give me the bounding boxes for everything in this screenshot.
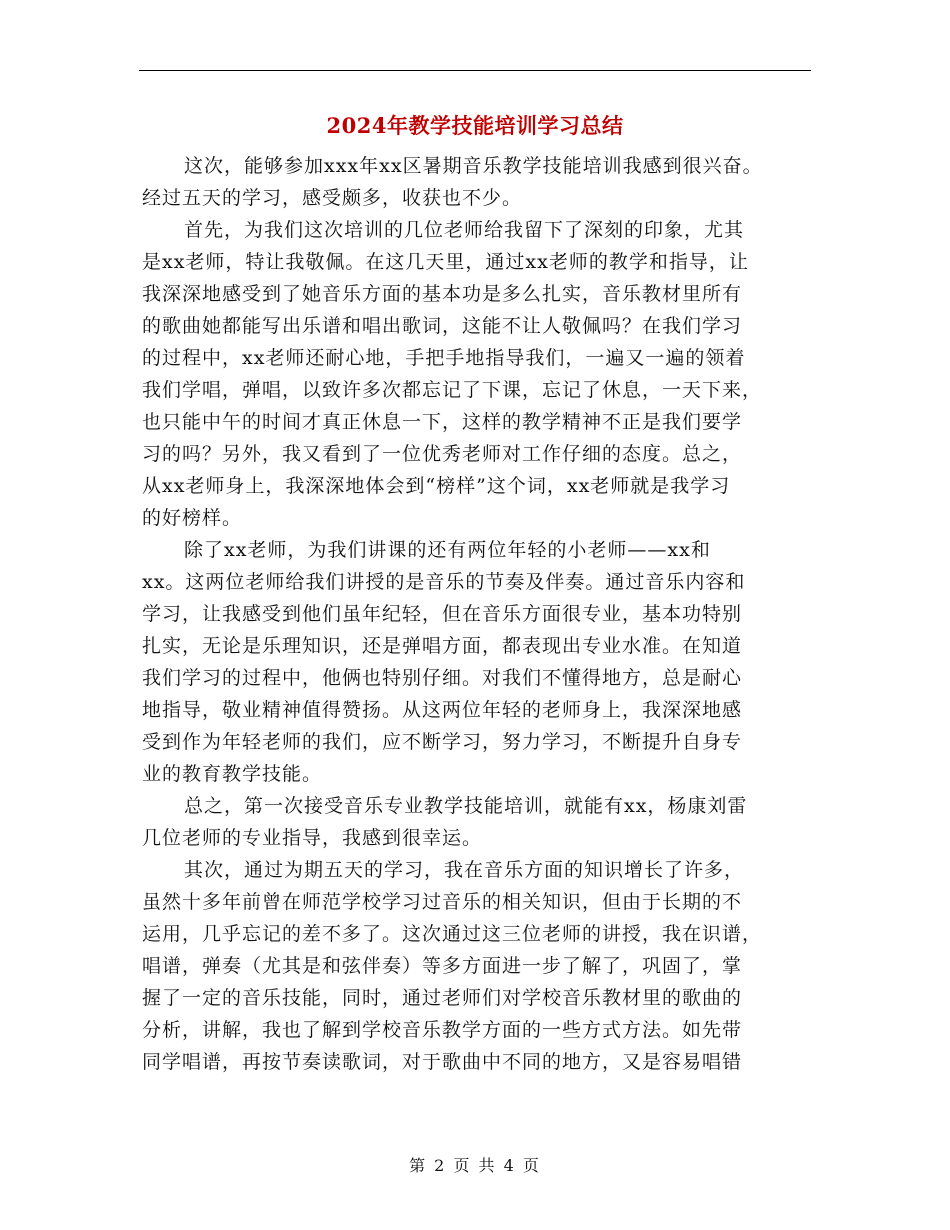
- text-line: 这次，能够参加xxx年xx区暑期音乐教学技能培训我感到很兴奋。: [184, 155, 763, 177]
- text-line: 运用，几乎忘记的差不多了。这次通过这三位老师的讲授，我在识谱，: [142, 923, 763, 945]
- text-line: 分析，讲解，我也了解到学校音乐教学方面的一些方式方法。如先带: [142, 1019, 743, 1041]
- text-line: 几位老师的专业指导，我感到很幸运。: [142, 827, 483, 849]
- header-rule: [139, 70, 811, 71]
- text-line: 首先，为我们这次培训的几位老师给我留下了深刻的印象，尤其: [184, 219, 745, 241]
- text-line: 其次，通过为期五天的学习，我在音乐方面的知识增长了许多，: [184, 859, 745, 881]
- document-body: [142, 150, 812, 1078]
- text-line: 学习，让我感受到他们虽年纪轻，但在音乐方面很专业，基本功特别: [142, 603, 743, 625]
- text-line: 虽然十多年前曾在师范学校学习过音乐的相关知识，但由于长期的不: [142, 891, 743, 913]
- text-line: 总之，第一次接受音乐专业教学技能培训，就能有xx，杨康刘雷: [184, 795, 748, 817]
- text-line: 我深深地感受到了她音乐方面的基本功是多么扎实，音乐教材里所有: [142, 283, 743, 305]
- text-line: 同学唱谱，再按节奏读歌词，对于歌曲中不同的地方，又是容易唱错: [142, 1051, 743, 1073]
- text-line: 是xx老师，特让我敬佩。在这几天里，通过xx老师的教学和指导，让: [142, 251, 749, 273]
- text-line: 业的教育教学技能。: [142, 763, 323, 785]
- text-line: 从xx老师身上，我深深地体会到“榜样”这个词，xx老师就是我学习: [142, 475, 731, 497]
- text-line: 的歌曲她都能写出乐谱和唱出歌词，这能不让人敬佩吗？在我们学习: [142, 315, 743, 337]
- text-line: 受到作为年轻老师的我们，应不断学习，努力学习，不断提升自身专: [142, 731, 743, 753]
- text-line: 的好榜样。: [142, 507, 243, 529]
- text-line: 地指导，敬业精神值得赞扬。从这两位年轻的老师身上，我深深地感: [142, 699, 743, 721]
- text-line: 经过五天的学习，感受颇多，收获也不少。: [142, 187, 523, 209]
- text-line: 扎实，无论是乐理知识，还是弹唱方面，都表现出专业水准。在知道: [142, 635, 743, 657]
- text-line: 我们学习的过程中，他俩也特别仔细。对我们不懂得地方，总是耐心: [142, 667, 743, 689]
- text-line: 除了xx老师，为我们讲课的还有两位年轻的小老师——xx和: [184, 539, 711, 561]
- text-line: 唱谱，弹奏（尤其是和弦伴奏）等多方面进一步了解了，巩固了，掌: [142, 955, 743, 977]
- text-line: 习的吗？另外，我又看到了一位优秀老师对工作仔细的态度。总之，: [142, 443, 743, 465]
- text-line: 的过程中，xx老师还耐心地，手把手地指导我们，一遍又一遍的领着: [142, 347, 746, 369]
- page-footer: 第 2 页 共 4 页: [409, 1156, 541, 1175]
- text-line: 握了一定的音乐技能，同时，通过老师们对学校音乐教材里的歌曲的: [142, 987, 743, 1009]
- text-line: 也只能中午的时间才真正休息一下，这样的教学精神不正是我们要学: [142, 411, 743, 433]
- document-title: 2024年教学技能培训学习总结: [326, 113, 624, 138]
- text-line: 我们学唱，弹唱，以致许多次都忘记了下课，忘记了休息，一天下来，: [142, 379, 763, 401]
- text-line: xx。这两位老师给我们讲授的是音乐的节奏及伴奏。通过音乐内容和: [142, 571, 746, 593]
